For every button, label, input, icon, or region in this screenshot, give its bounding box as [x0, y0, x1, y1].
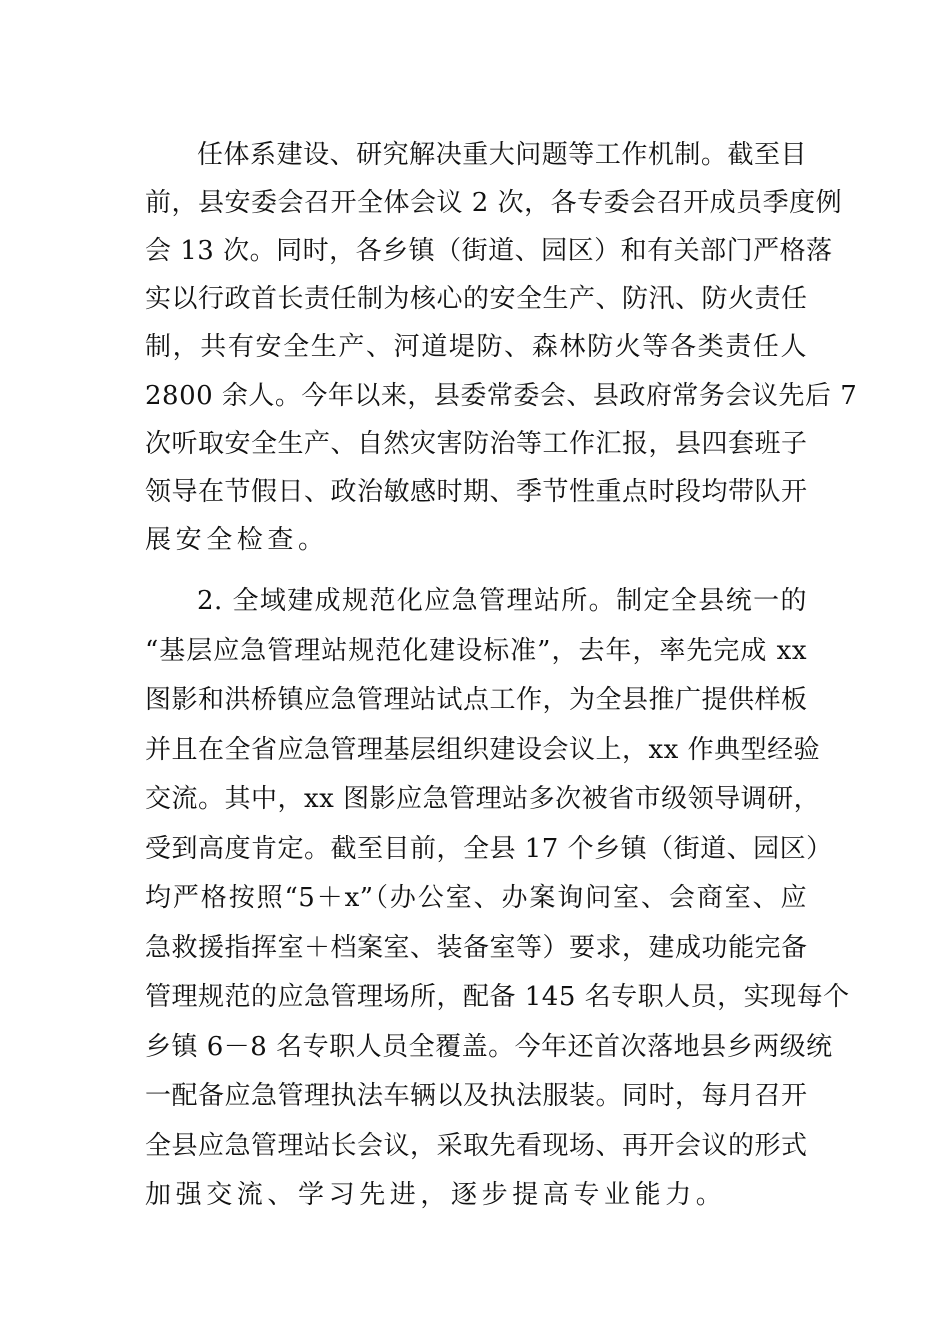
paragraph-2-line-11: 一配备应急管理执法车辆以及执法服装。同时，每月召开 [145, 1081, 808, 1111]
paragraph-1-line-2: 前，县安委会召开全体会议 2 次，各专委会召开成员季度例 [145, 188, 843, 218]
paragraph-1-line-8: 领导在节假日、政治敏感时期、季节性重点时段均带队开 [145, 477, 808, 507]
paragraph-2-line-7: 均严格按照“5＋x”（办公室、办案询问室、会商室、应 [145, 883, 807, 913]
paragraph-1-line-6: 2800 余人。今年以来，县委常委会、县政府常务会议先后 7 [145, 381, 858, 411]
paragraph-2-line-6: 受到高度肯定。截至目前，全县 17 个乡镇（街道、园区） [145, 834, 833, 864]
paragraph-1-line-5: 制，共有安全生产、河道堤防、森林防火等各类责任人 [145, 332, 807, 362]
paragraph-1-line-7: 次听取安全生产、自然灾害防治等工作汇报，县四套班子 [145, 429, 808, 459]
paragraph-2-line-5: 交流。其中，xx 图影应急管理站多次被省市级领导调研， [145, 784, 821, 814]
paragraph-2-line-12: 全县应急管理站长会议，采取先看现场、再开会议的形式 [145, 1131, 808, 1161]
paragraph-2-line-13: 加强交流、学习先进，逐步提高专业能力。 [145, 1180, 727, 1210]
paragraph-2-line-9: 管理规范的应急管理场所，配备 145 名专职人员，实现每个 [145, 982, 850, 1012]
paragraph-2-line-1: 2. 全域建成规范化应急管理站所。制定全县统一的 [197, 586, 807, 616]
paragraph-2-line-10: 乡镇 6－8 名专职人员全覆盖。今年还首次落地县乡两级统 [145, 1032, 833, 1062]
paragraph-2-line-8: 急救援指挥室＋档案室、装备室等）要求，建成功能完备 [145, 933, 808, 963]
paragraph-1-line-4: 实以行政首长责任制为核心的安全生产、防汛、防火责任 [145, 284, 808, 314]
paragraph-2-line-3: 图影和洪桥镇应急管理站试点工作，为全县推广提供样板 [145, 685, 808, 715]
paragraph-1-line-9: 展安全检查。 [145, 525, 329, 555]
paragraph-1-line-3: 会 13 次。同时，各乡镇（街道、园区）和有关部门严格落 [145, 236, 833, 266]
paragraph-2-line-4: 并且在全省应急管理基层组织建设会议上，xx 作典型经验 [145, 735, 821, 765]
paragraph-1-line-1: 任体系建设、研究解决重大问题等工作机制。截至目 [197, 140, 807, 170]
paragraph-2-line-2: “基层应急管理站规范化建设标准”，去年，率先完成 xx [145, 636, 807, 666]
